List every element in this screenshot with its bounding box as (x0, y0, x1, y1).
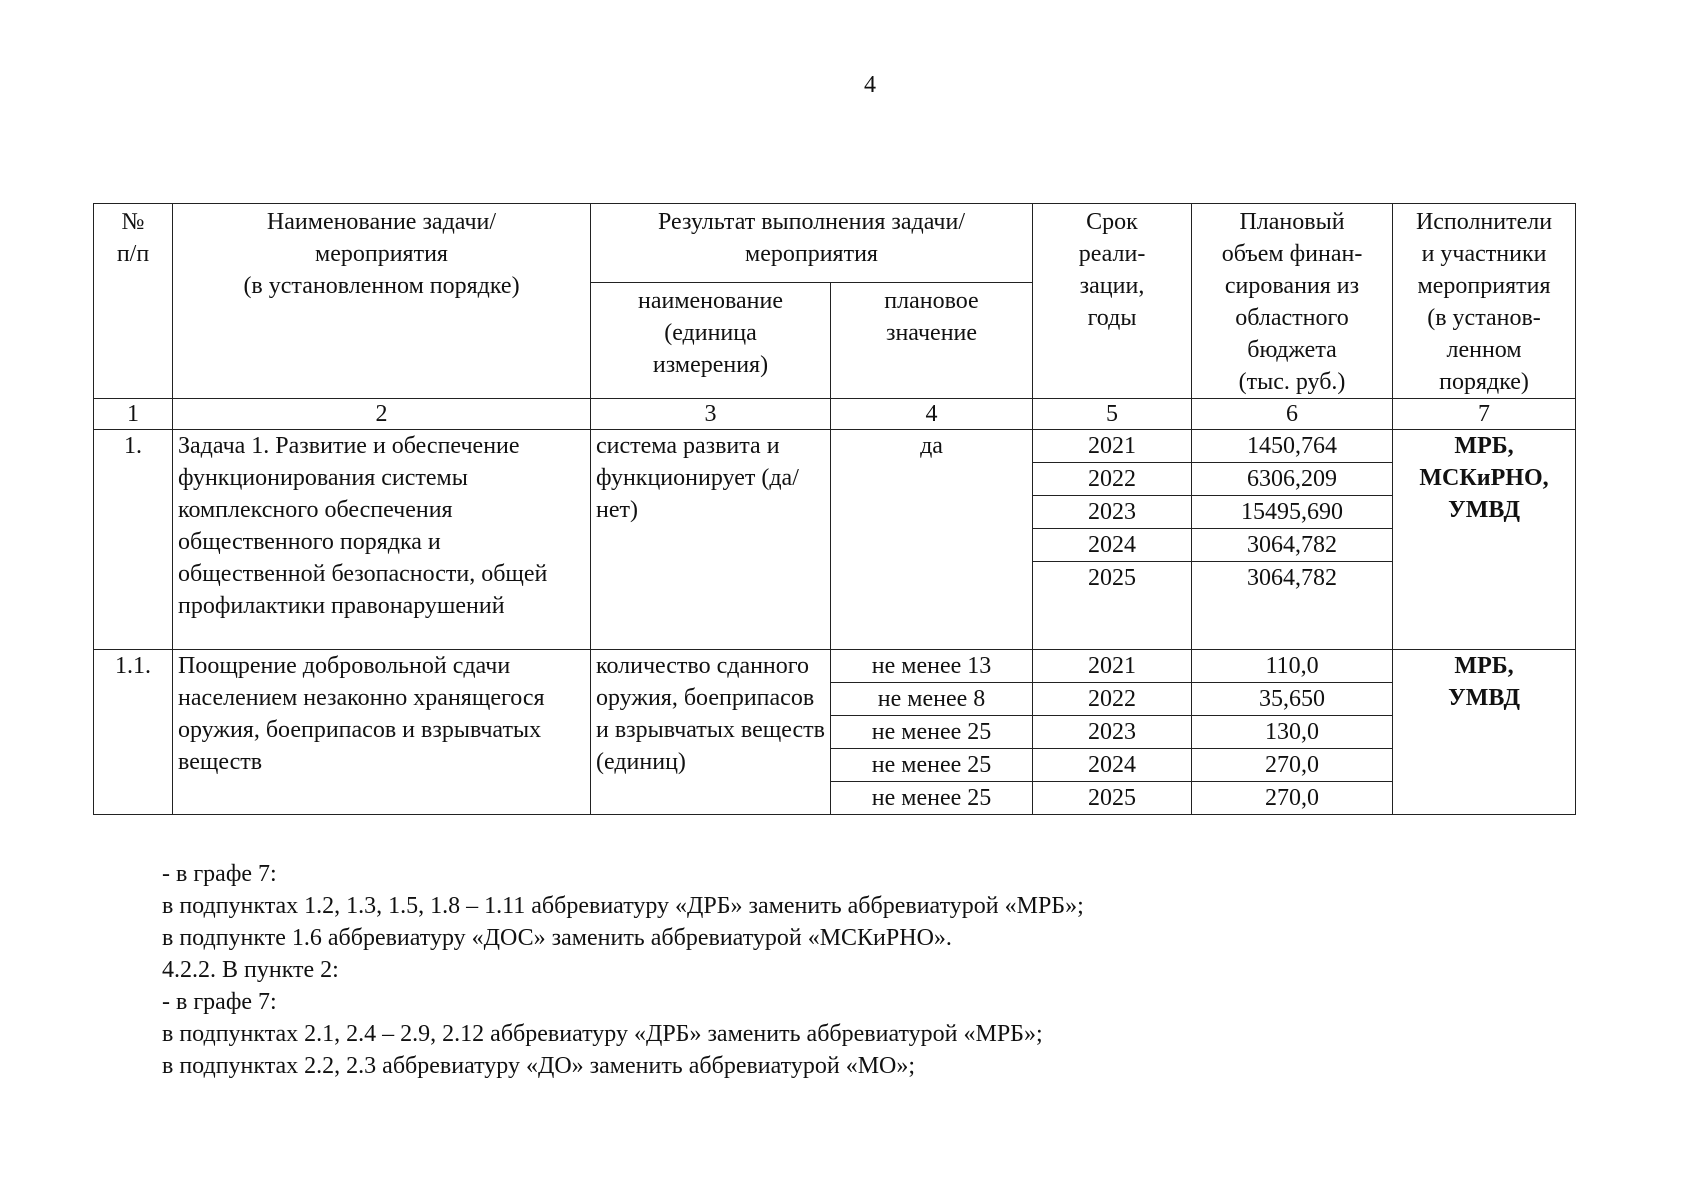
table-row (94, 430, 1576, 463)
row-year: 2022 (1033, 683, 1192, 716)
row-number: 1. (94, 430, 173, 650)
program-table (93, 203, 1576, 815)
note-line: - в графе 7: (162, 989, 277, 1015)
row-year: 2022 (1033, 463, 1192, 496)
row-volume: 3064,782 (1192, 529, 1393, 562)
row-year: 2025 (1033, 562, 1192, 650)
row-year: 2024 (1033, 749, 1192, 782)
row-year: 2023 (1033, 716, 1192, 749)
row-plan-value: не менее 8 (831, 683, 1033, 716)
column-number: 6 (1192, 399, 1393, 430)
note-line: в подпунктах 2.2, 2.3 аббревиатуру «ДО» заменить аббревиатурой «МО»; (162, 1053, 916, 1079)
row-name: Задача 1. Развитие и обеспечение функционирования системы комплексного обеспечения общественного порядка и общественной безопасности, общей профилактики правонарушений (173, 430, 591, 650)
header-result-name: наименование (единица измерения) (591, 282, 831, 398)
page-number: 4 (864, 72, 876, 98)
row-year: 2021 (1033, 430, 1192, 463)
column-number: 4 (831, 399, 1033, 430)
header-executors: Исполнители и участники мероприятия (в установ- ленном порядке) (1393, 204, 1576, 399)
row-volume: 15495,690 (1192, 496, 1393, 529)
note-line: - в графе 7: (162, 861, 277, 887)
row-executors: МРБ, УМВД (1393, 650, 1576, 815)
row-volume: 270,0 (1192, 782, 1393, 815)
row-year: 2024 (1033, 529, 1192, 562)
column-number: 2 (173, 399, 591, 430)
header-num: № п/п (94, 204, 173, 399)
note-line: в подпункте 1.6 аббревиатуру «ДОС» заменить аббревиатурой «МСКиРНО». (162, 925, 952, 951)
row-volume: 270,0 (1192, 749, 1393, 782)
row-result-value: да (831, 430, 1033, 650)
column-number-row (94, 399, 1576, 430)
row-name: Поощрение добровольной сдачи населением незаконно хранящегося оружия, боеприпасов и взрывчатых веществ (173, 650, 591, 815)
column-number: 3 (591, 399, 831, 430)
header-name: Наименование задачи/ мероприятия (в установленном порядке) (173, 204, 591, 399)
column-number: 7 (1393, 399, 1576, 430)
note-line: в подпунктах 1.2, 1.3, 1.5, 1.8 – 1.11 аббревиатуру «ДРБ» заменить аббревиатурой «МРБ»; (162, 893, 1084, 919)
row-result-name: система развита и функционирует (да/нет) (591, 430, 831, 650)
row-volume: 6306,209 (1192, 463, 1393, 496)
column-number: 1 (94, 399, 173, 430)
row-number: 1.1. (94, 650, 173, 815)
row-year: 2021 (1033, 650, 1192, 683)
row-volume: 1450,764 (1192, 430, 1393, 463)
header-volume: Плановый объем финан- сирования из областного бюджета (тыс. руб.) (1192, 204, 1393, 399)
row-result-name: количество сданного оружия, боеприпасов и взрывчатых веществ (единиц) (591, 650, 831, 815)
header-result: Результат выполнения задачи/ мероприятия (591, 204, 1033, 283)
amendment-notes (162, 858, 1084, 1082)
row-volume: 35,650 (1192, 683, 1393, 716)
row-plan-value: не менее 25 (831, 782, 1033, 815)
header-term: Срок реали- зации, годы (1033, 204, 1192, 399)
row-executors: МРБ, МСКиРНО, УМВД (1393, 430, 1576, 650)
note-line: 4.2.2. В пункте 2: (162, 957, 339, 983)
row-volume: 3064,782 (1192, 562, 1393, 650)
note-line: в подпунктах 2.1, 2.4 – 2.9, 2.12 аббревиатуру «ДРБ» заменить аббревиатурой «МРБ»; (162, 1021, 1043, 1047)
table-row (94, 650, 1576, 683)
row-plan-value: не менее 13 (831, 650, 1033, 683)
row-plan-value: не менее 25 (831, 749, 1033, 782)
column-number: 5 (1033, 399, 1192, 430)
header-result-value: плановое значение (831, 282, 1033, 398)
row-year: 2025 (1033, 782, 1192, 815)
row-volume: 110,0 (1192, 650, 1393, 683)
row-plan-value: не менее 25 (831, 716, 1033, 749)
row-volume: 130,0 (1192, 716, 1393, 749)
row-year: 2023 (1033, 496, 1192, 529)
